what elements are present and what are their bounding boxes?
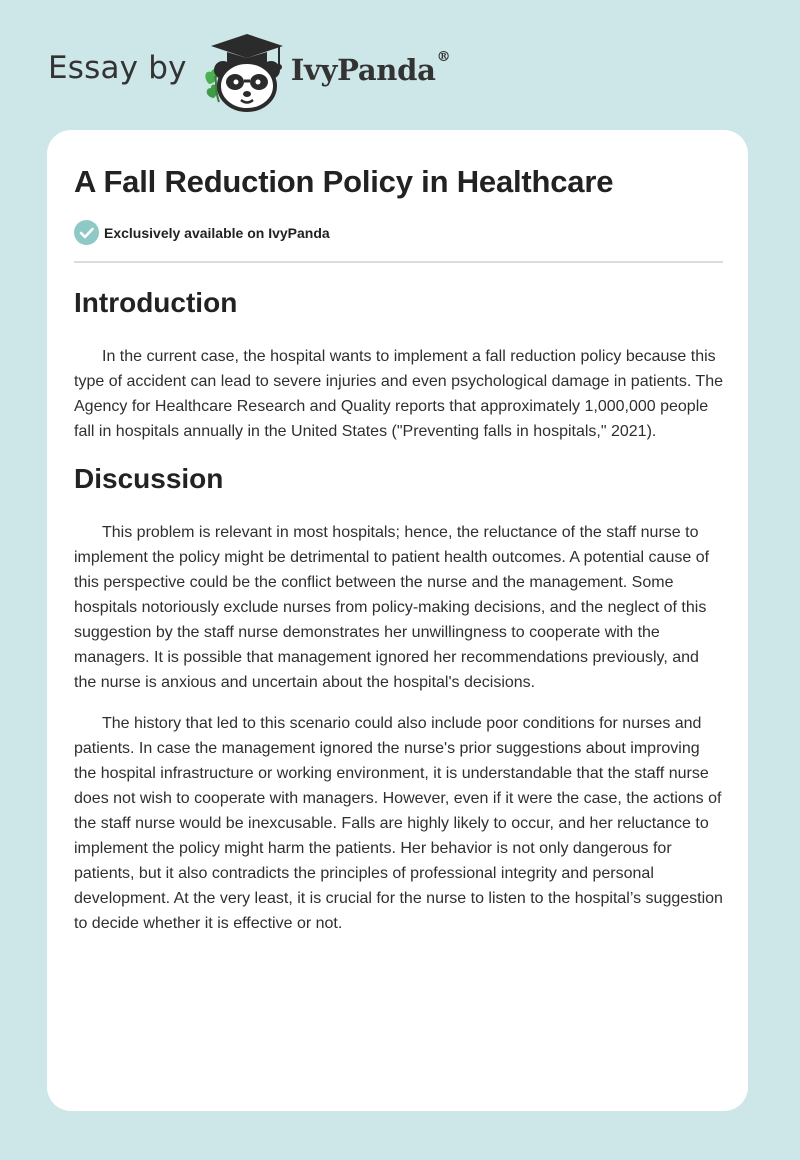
panda-graduate-icon[interactable] — [201, 32, 287, 112]
essay-by-label: Essay by — [48, 50, 187, 86]
discussion-paragraph-1: This problem is relevant in most hospitals; hence, the reluctance of the staff nurse to implement the policy might be detrimental to patient health outcomes. A potential cause of this perspective could be the conflict between the nurse and the management. Some hospitals notoriously exclude nurses from policy-making decisions, and the neglect of this suggestion by the staff nurse demonstrates her unwillingness to cooperate with the managers. It is possible that management ignored her recommendations previously, and the nurse is anxious and uncertain about the hospital's decisions. — [74, 524, 710, 691]
essay-card — [47, 130, 748, 1111]
section-heading-introduction: Introduction — [74, 287, 238, 318]
exclusive-badge — [74, 220, 330, 245]
site-header — [48, 32, 450, 112]
brand-name[interactable] — [290, 49, 451, 87]
brand-text: IvyPanda — [290, 53, 436, 87]
exclusive-badge-text: Exclusively available on IvyPanda — [104, 224, 330, 241]
check-circle-icon — [74, 220, 99, 245]
section-heading-discussion: Discussion — [74, 463, 224, 494]
essay-body — [74, 286, 723, 936]
page-title: A Fall Reduction Policy in Healthcare — [74, 164, 614, 199]
discussion-paragraph-2: The history that led to this scenario could also include poor conditions for nurses and patients. In case the management ignored the nurse's prior suggestions about improving the hospital infrastructure or working environment, it is understandable that the staff nurse does not wish to cooperate with managers. However, even if it were the case, the actions of the staff nurse would be inexcusable. Falls are highly likely to occur, and her reluctance to implement the policy might harm the patients. Her behavior is not only dangerous for patients, but it also contradicts the principles of professional integrity and personal development. At the very least, it is crucial for the nurse to listen to the hospital’s suggestion to decide whether it is effective or not. — [74, 715, 723, 932]
registered-mark: ® — [436, 49, 451, 65]
title-divider — [74, 261, 723, 263]
introduction-paragraph: In the current case, the hospital wants to implement a fall reduction policy because this type of accident can lead to severe injuries and even psychological damage in patients. The Agency for Healthcare Research and Quality reports that approximately 1,000,000 people fall in hospitals annually in the United States ("Preventing falls in hospitals," 2021). — [74, 348, 723, 440]
